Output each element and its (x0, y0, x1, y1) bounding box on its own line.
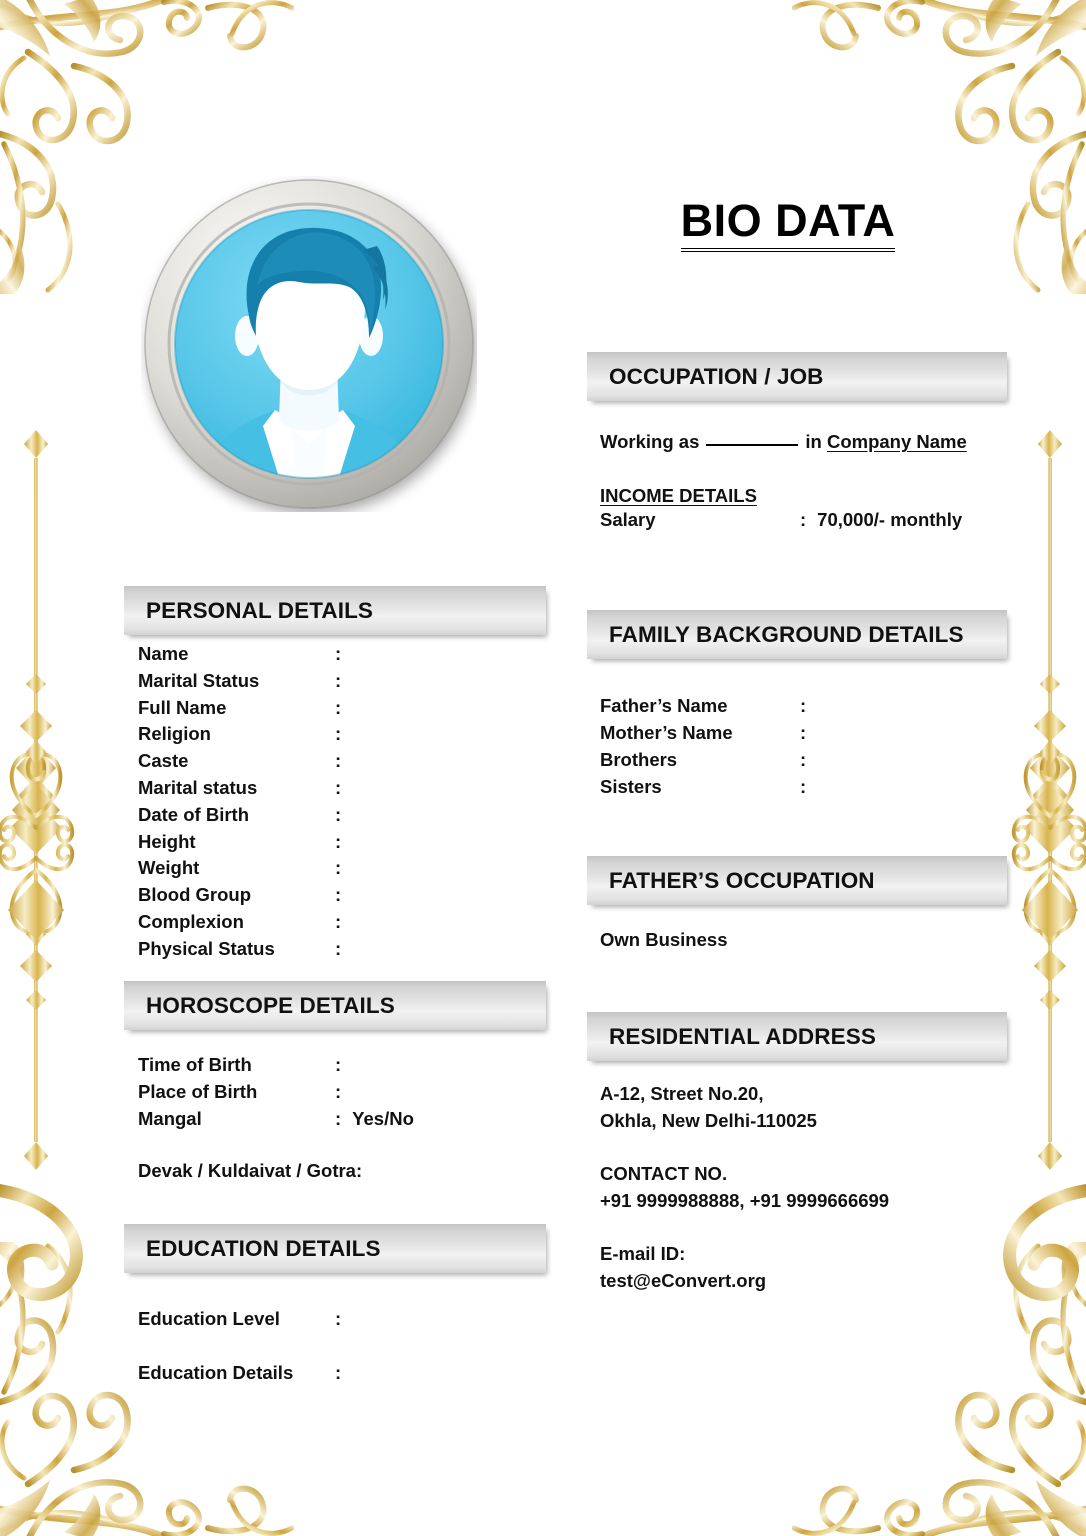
section-header-education-label: EDUCATION DETAILS (146, 1235, 381, 1261)
field-separator: : (335, 1108, 342, 1129)
field-label-name: Name (138, 643, 189, 664)
field-separator: : (800, 509, 807, 530)
email-value: test@eConvert.org (600, 1270, 767, 1291)
field-label-brothers: Brothers (600, 749, 678, 770)
section-header-fathers-occupation-label: FATHER’S OCCUPATION (609, 867, 875, 893)
side-scroll-left (0, 1180, 140, 1340)
field-separator: : (335, 750, 342, 772)
table-row (138, 855, 352, 882)
section-header-horoscope (124, 981, 546, 1030)
field-separator: : (335, 1054, 342, 1075)
field-separator: : (335, 776, 342, 798)
section-header-family (587, 610, 1007, 659)
field-label-religion: Religion (138, 723, 211, 745)
field-label-weight: Weight (138, 857, 200, 879)
table-row (138, 909, 352, 936)
working-in-label: in (805, 431, 822, 452)
company-name-value: Company Name (826, 431, 967, 452)
field-separator: : (335, 937, 342, 959)
table-row (138, 882, 352, 909)
field-separator: : (800, 749, 807, 770)
page-title-text: BIO DATA (681, 198, 896, 252)
table-row (138, 936, 352, 963)
section-header-occupation (587, 352, 1007, 401)
personal-rows (138, 641, 352, 963)
side-ornament-left (0, 410, 76, 1190)
field-label-education-details: Education Details (138, 1362, 294, 1383)
field-label-time-of-birth: Time of Birth (138, 1054, 252, 1075)
field-separator: : (335, 669, 342, 691)
section-header-education (124, 1224, 546, 1273)
table-row (600, 692, 817, 719)
corner-ornament-bottom-right (792, 1242, 1086, 1536)
page-title (588, 195, 988, 252)
income-rows (600, 509, 962, 531)
table-row (600, 773, 817, 800)
occupation-blank-field[interactable] (706, 444, 798, 446)
field-label-mothers-name: Mother’s Name (600, 722, 733, 743)
occupation-working-line (600, 428, 967, 455)
field-label-full-name: Full Name (138, 696, 227, 718)
address-line-2: Okhla, New Delhi-110025 (600, 1110, 817, 1131)
field-separator: : (800, 722, 807, 743)
section-header-residential-address-label: RESIDENTIAL ADDRESS (609, 1023, 876, 1049)
field-separator: : (335, 696, 342, 718)
section-header-personal-label: PERSONAL DETAILS (146, 597, 374, 623)
table-row (138, 695, 352, 722)
field-separator: : (335, 643, 342, 664)
table-row (138, 775, 352, 802)
table-row (138, 1292, 352, 1346)
field-label-blood-group: Blood Group (138, 884, 252, 906)
table-row (138, 1105, 414, 1132)
field-label-mangal: Mangal (138, 1108, 202, 1129)
field-value-mangal: Yes/No (352, 1108, 414, 1129)
field-separator: : (335, 803, 342, 825)
section-header-horoscope-label: HOROSCOPE DETAILS (146, 992, 395, 1018)
field-separator: : (335, 830, 342, 852)
field-separator: : (800, 695, 807, 716)
field-label-marital-status: Marital Status (138, 669, 260, 691)
field-value-salary: 70,000/- monthly (817, 509, 963, 530)
section-header-personal (124, 586, 546, 635)
devak-kuldaivat-gotra-line: Devak / Kuldaivat / Gotra: (138, 1160, 363, 1181)
field-label-education-level: Education Level (138, 1308, 280, 1329)
side-ornament-right (1010, 410, 1086, 1190)
field-label-physical-status: Physical Status (138, 937, 275, 959)
field-label-marital-status-2: Marital status (138, 776, 258, 798)
table-row (138, 641, 352, 668)
table-row (138, 668, 352, 695)
field-separator: : (335, 723, 342, 745)
side-scroll-right (946, 1180, 1086, 1340)
field-separator: : (335, 1308, 342, 1329)
field-separator: : (335, 884, 342, 906)
working-as-label: Working as (600, 431, 700, 452)
field-separator: : (335, 910, 342, 932)
table-row (138, 1346, 352, 1400)
field-separator: : (335, 1362, 342, 1383)
field-row-salary (600, 509, 962, 531)
table-row (138, 802, 352, 829)
section-header-fathers-occupation (587, 856, 1007, 905)
field-label-fathers-name: Father’s Name (600, 695, 728, 716)
contact-phone-numbers: +91 9999988888, +91 9999666699 (600, 1190, 890, 1211)
field-separator: : (335, 1081, 342, 1102)
table-row (138, 1051, 414, 1078)
avatar-photo (141, 176, 477, 512)
table-row (138, 1078, 414, 1105)
field-label-date-of-birth: Date of Birth (138, 803, 249, 825)
field-separator: : (800, 776, 807, 797)
table-row (600, 719, 817, 746)
email-heading: E-mail ID: (600, 1243, 686, 1264)
fathers-occupation-value: Own Business (600, 929, 728, 950)
section-header-residential-address (587, 1012, 1007, 1061)
horoscope-rows (138, 1051, 414, 1132)
field-label-complexion: Complexion (138, 910, 244, 932)
contact-heading: CONTACT NO. (600, 1163, 728, 1184)
field-label-salary: Salary (600, 509, 656, 530)
section-header-occupation-label: OCCUPATION / JOB (609, 363, 824, 389)
table-row (600, 746, 817, 773)
education-rows (138, 1292, 352, 1400)
address-line-1: A-12, Street No.20, (600, 1083, 764, 1104)
field-label-height: Height (138, 830, 196, 852)
field-label-caste: Caste (138, 750, 189, 772)
table-row (138, 829, 352, 856)
table-row (138, 748, 352, 775)
field-separator: : (335, 857, 342, 879)
field-label-place-of-birth: Place of Birth (138, 1081, 258, 1102)
table-row (138, 721, 352, 748)
family-rows (600, 692, 817, 800)
field-label-sisters: Sisters (600, 776, 662, 797)
section-header-family-label: FAMILY BACKGROUND DETAILS (609, 621, 964, 647)
income-details-heading: INCOME DETAILS (600, 485, 757, 506)
